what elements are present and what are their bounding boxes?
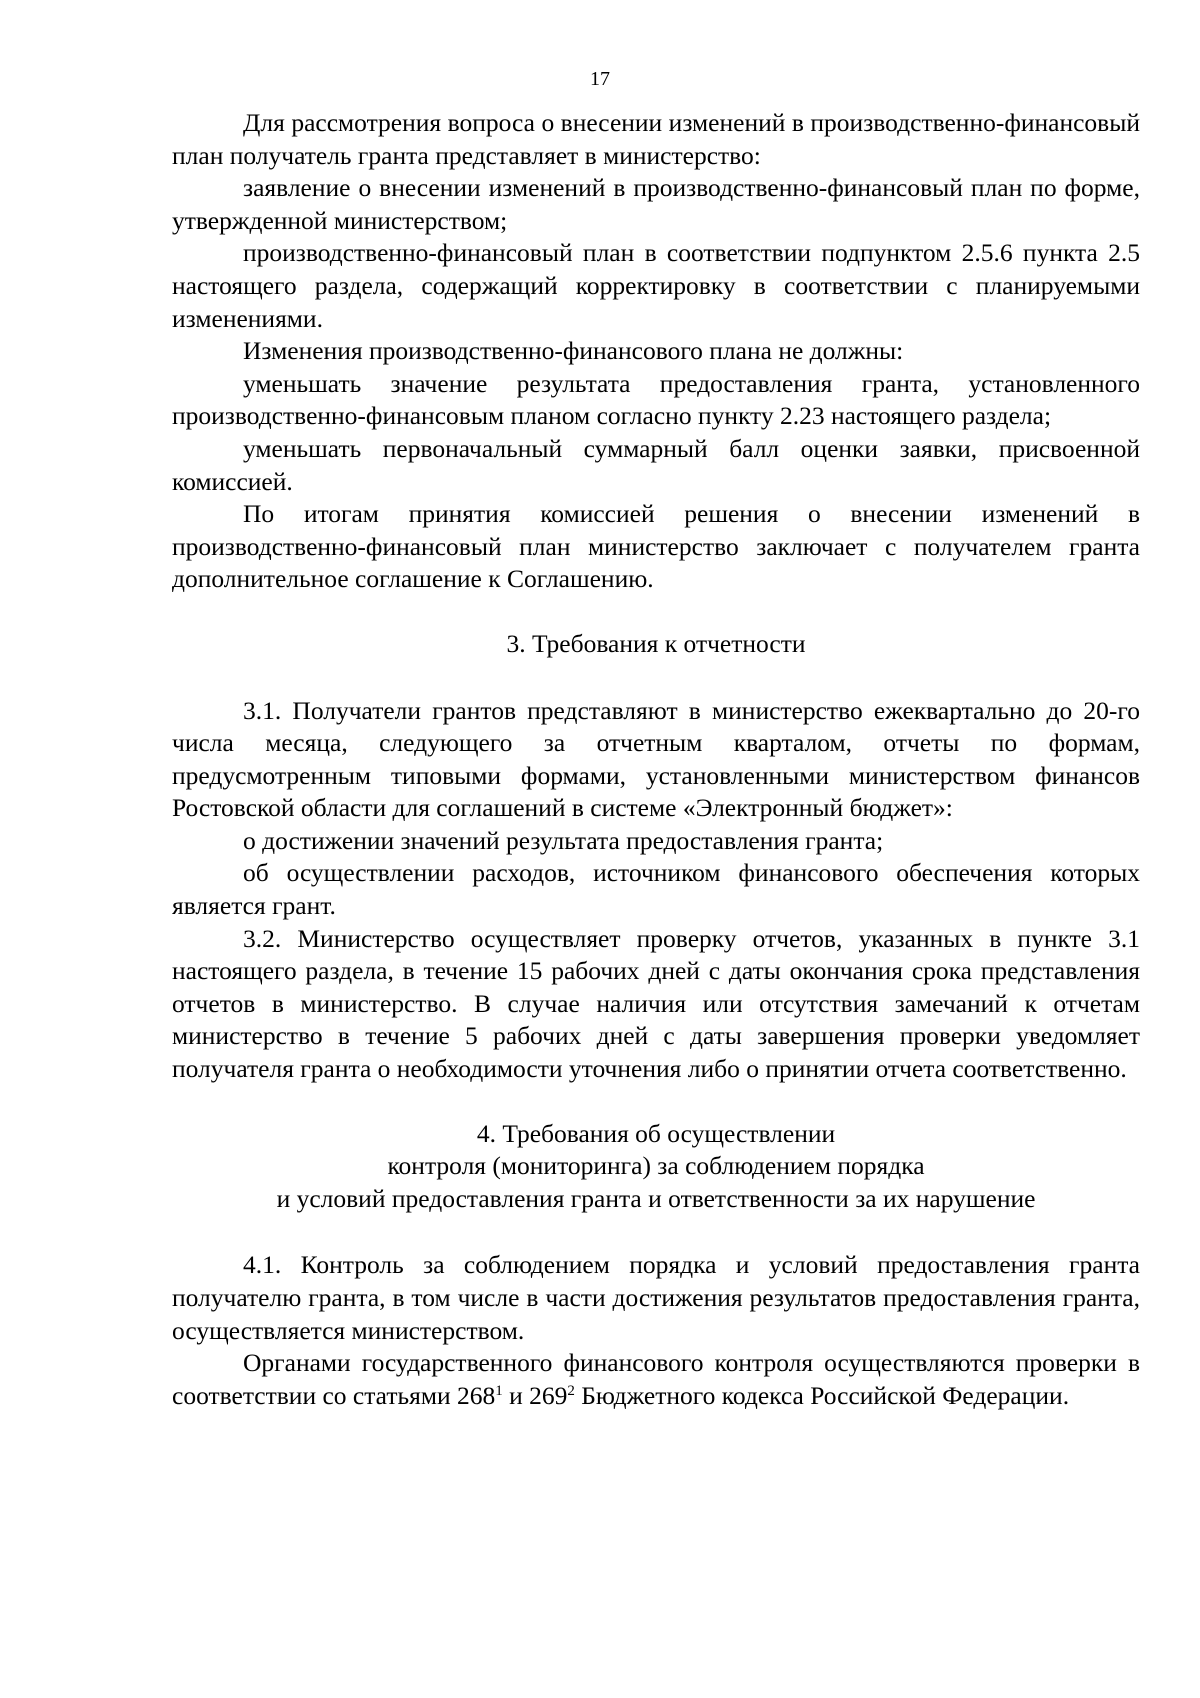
paragraph: 3.2. Министерство осуществляет проверку отчетов, указанных в пункте 3.1 настоящего раздела, в течение 15 рабочих дней с даты окончания срока представления отчетов в министерство. В случае наличия или отсутствия замечаний к отчетам министерство в течение 5 рабочих дней с даты завершения проверки уведомляет получателя гранта о необходимости уточнения либо о принятии отчета соответственно.	[172, 923, 1140, 1084]
paragraph: Для рассмотрения вопроса о внесении изменений в производственно-финансовый план получатель гранта представляет в министерство:	[172, 108, 1140, 170]
superscript: 2	[567, 1382, 575, 1399]
paragraph: производственно-финансовый план в соответствии подпунктом 2.5.6 пункта 2.5 настоящего раздела, содержащий корректировку в соответствии с планируемыми изменениями.	[172, 238, 1140, 333]
section-heading-line: контроля (мониторинга) за соблюдением порядка	[387, 1151, 925, 1181]
paragraph: Изменения производственно-финансового плана не должны:	[243, 336, 904, 366]
spacer	[172, 661, 1140, 695]
superscript: 1	[495, 1382, 503, 1399]
text-run: Органами государственного финансового контроля осуществляются проверки в соответствии со статьями 268	[172, 1348, 1140, 1410]
paragraph: заявление о внесении изменений в производственно-финансовый план по форме, утвержденной министерством;	[172, 173, 1140, 235]
page-number: 17	[590, 68, 610, 90]
document-body	[172, 107, 1140, 1412]
spacer	[172, 596, 1140, 628]
paragraph: 3.1. Получатели грантов представляют в министерство ежеквартально до 20-го числа месяца, следующего за отчетным кварталом, отчеты по формам, предусмотренным типовыми формами, установленными министерством финансов Ростовской области для соглашений в системе «Электронный бюджет»:	[172, 695, 1140, 823]
paragraph: По итогам принятия комиссией решения о внесении изменений в производственно-финансовый план министерство заключает с получателем гранта дополнительное соглашение к Соглашению.	[172, 499, 1140, 594]
section-heading: 3. Требования к отчетности	[506, 628, 806, 658]
section-heading-line: 4. Требования об осуществлении	[476, 1118, 836, 1148]
paragraph: 4.1. Контроль за соблюдением порядка и условий предоставления гранта получателю гранта, в том числе в части достижения результатов предоставления гранта, осуществляется министерством.	[172, 1250, 1140, 1345]
paragraph-with-superscripts	[172, 1347, 1140, 1412]
paragraph: уменьшать значение результата предоставления гранта, установленного производственно-финансовым планом согласно пункту 2.23 настоящего раздела;	[172, 368, 1140, 431]
section-heading-line: и условий предоставления гранта и ответственности за их нарушение	[276, 1183, 1036, 1213]
paragraph: об осуществлении расходов, источником финансового обеспечения которых является грант.	[172, 858, 1140, 921]
spacer	[172, 1086, 1140, 1118]
text-run: Бюджетного кодекса Российской Федерации.	[574, 1380, 1070, 1410]
paragraph: о достижении значений результата предоставления гранта;	[243, 825, 884, 855]
spacer	[172, 1215, 1140, 1249]
paragraph: уменьшать первоначальный суммарный балл оценки заявки, присвоенной комиссией.	[172, 433, 1140, 496]
text-run: и 269	[502, 1380, 568, 1410]
